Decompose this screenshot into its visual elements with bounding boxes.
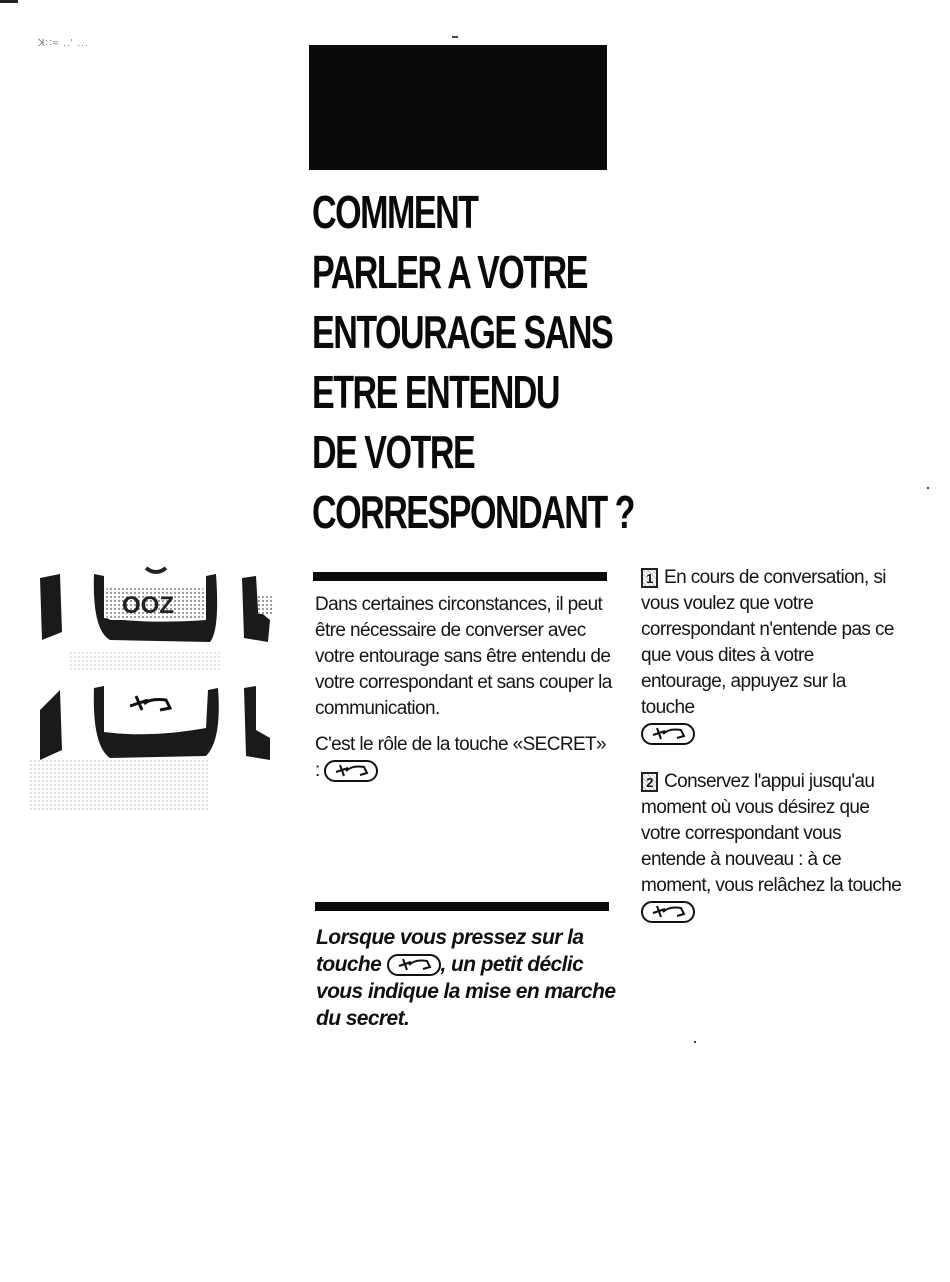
secret-key-paragraph bbox=[315, 732, 615, 784]
step-2-key bbox=[641, 899, 903, 925]
step-1-text: En cours de conversation, si vous voulez que votre correspondant n'entende pas ce que vous dites à votre entourage, appuyez sur la touche bbox=[641, 567, 894, 718]
step-2-text: Conservez l'appui jusqu'au moment où vous désirez que votre correspondant vous entende à nouveau : à ce moment, vous relâchez la touche bbox=[641, 771, 902, 896]
headline-line: ENTOURAGE SANS bbox=[312, 306, 613, 358]
secret-key-icon bbox=[641, 723, 695, 745]
page-title bbox=[312, 182, 634, 542]
step-1 bbox=[641, 565, 903, 721]
intro-column bbox=[315, 592, 615, 784]
header-black-block bbox=[309, 45, 607, 170]
key-top-label: OOZ bbox=[122, 592, 174, 619]
keypad-illustration bbox=[30, 560, 290, 820]
headline-line: ETRE ENTENDU bbox=[312, 366, 560, 418]
note-text-end: , un petit déclic vous indique la mise en marche du secret. bbox=[316, 953, 616, 1030]
scan-header-mark: ꓘ∷≈ ..' ... bbox=[38, 38, 89, 49]
steps-column bbox=[641, 565, 903, 925]
step-2 bbox=[641, 769, 903, 899]
secret-key-text: C'est le rôle de la touche «SECRET» : bbox=[315, 734, 607, 781]
headline-line: PARLER A VOTRE bbox=[312, 246, 587, 298]
intro-paragraph: Dans certaines circonstances, il peut être nécessaire de converser avec votre entourage sans être entendu de votre correspondant et sans couper la communication. bbox=[315, 594, 612, 719]
secret-key-icon bbox=[324, 760, 378, 782]
headline-line: CORRESPONDANT ? bbox=[312, 486, 634, 538]
secret-key-icon bbox=[641, 901, 695, 923]
note-rule bbox=[315, 902, 609, 911]
step-number-2: 2 bbox=[641, 772, 658, 792]
note-text-start: Lorsque vous pressez sur la touche bbox=[316, 926, 584, 976]
section-rule bbox=[313, 572, 607, 581]
secret-key-icon bbox=[387, 954, 441, 976]
step-1-key bbox=[641, 721, 903, 747]
step-number-1: 1 bbox=[641, 568, 658, 588]
scan-speck bbox=[927, 487, 929, 489]
scan-speck bbox=[694, 1041, 696, 1043]
headline-line: COMMENT bbox=[312, 186, 478, 238]
scan-edge-mark bbox=[0, 0, 18, 3]
secret-click-note bbox=[316, 924, 616, 1032]
scan-speck bbox=[452, 36, 458, 38]
headline-line: DE VOTRE bbox=[312, 426, 475, 478]
